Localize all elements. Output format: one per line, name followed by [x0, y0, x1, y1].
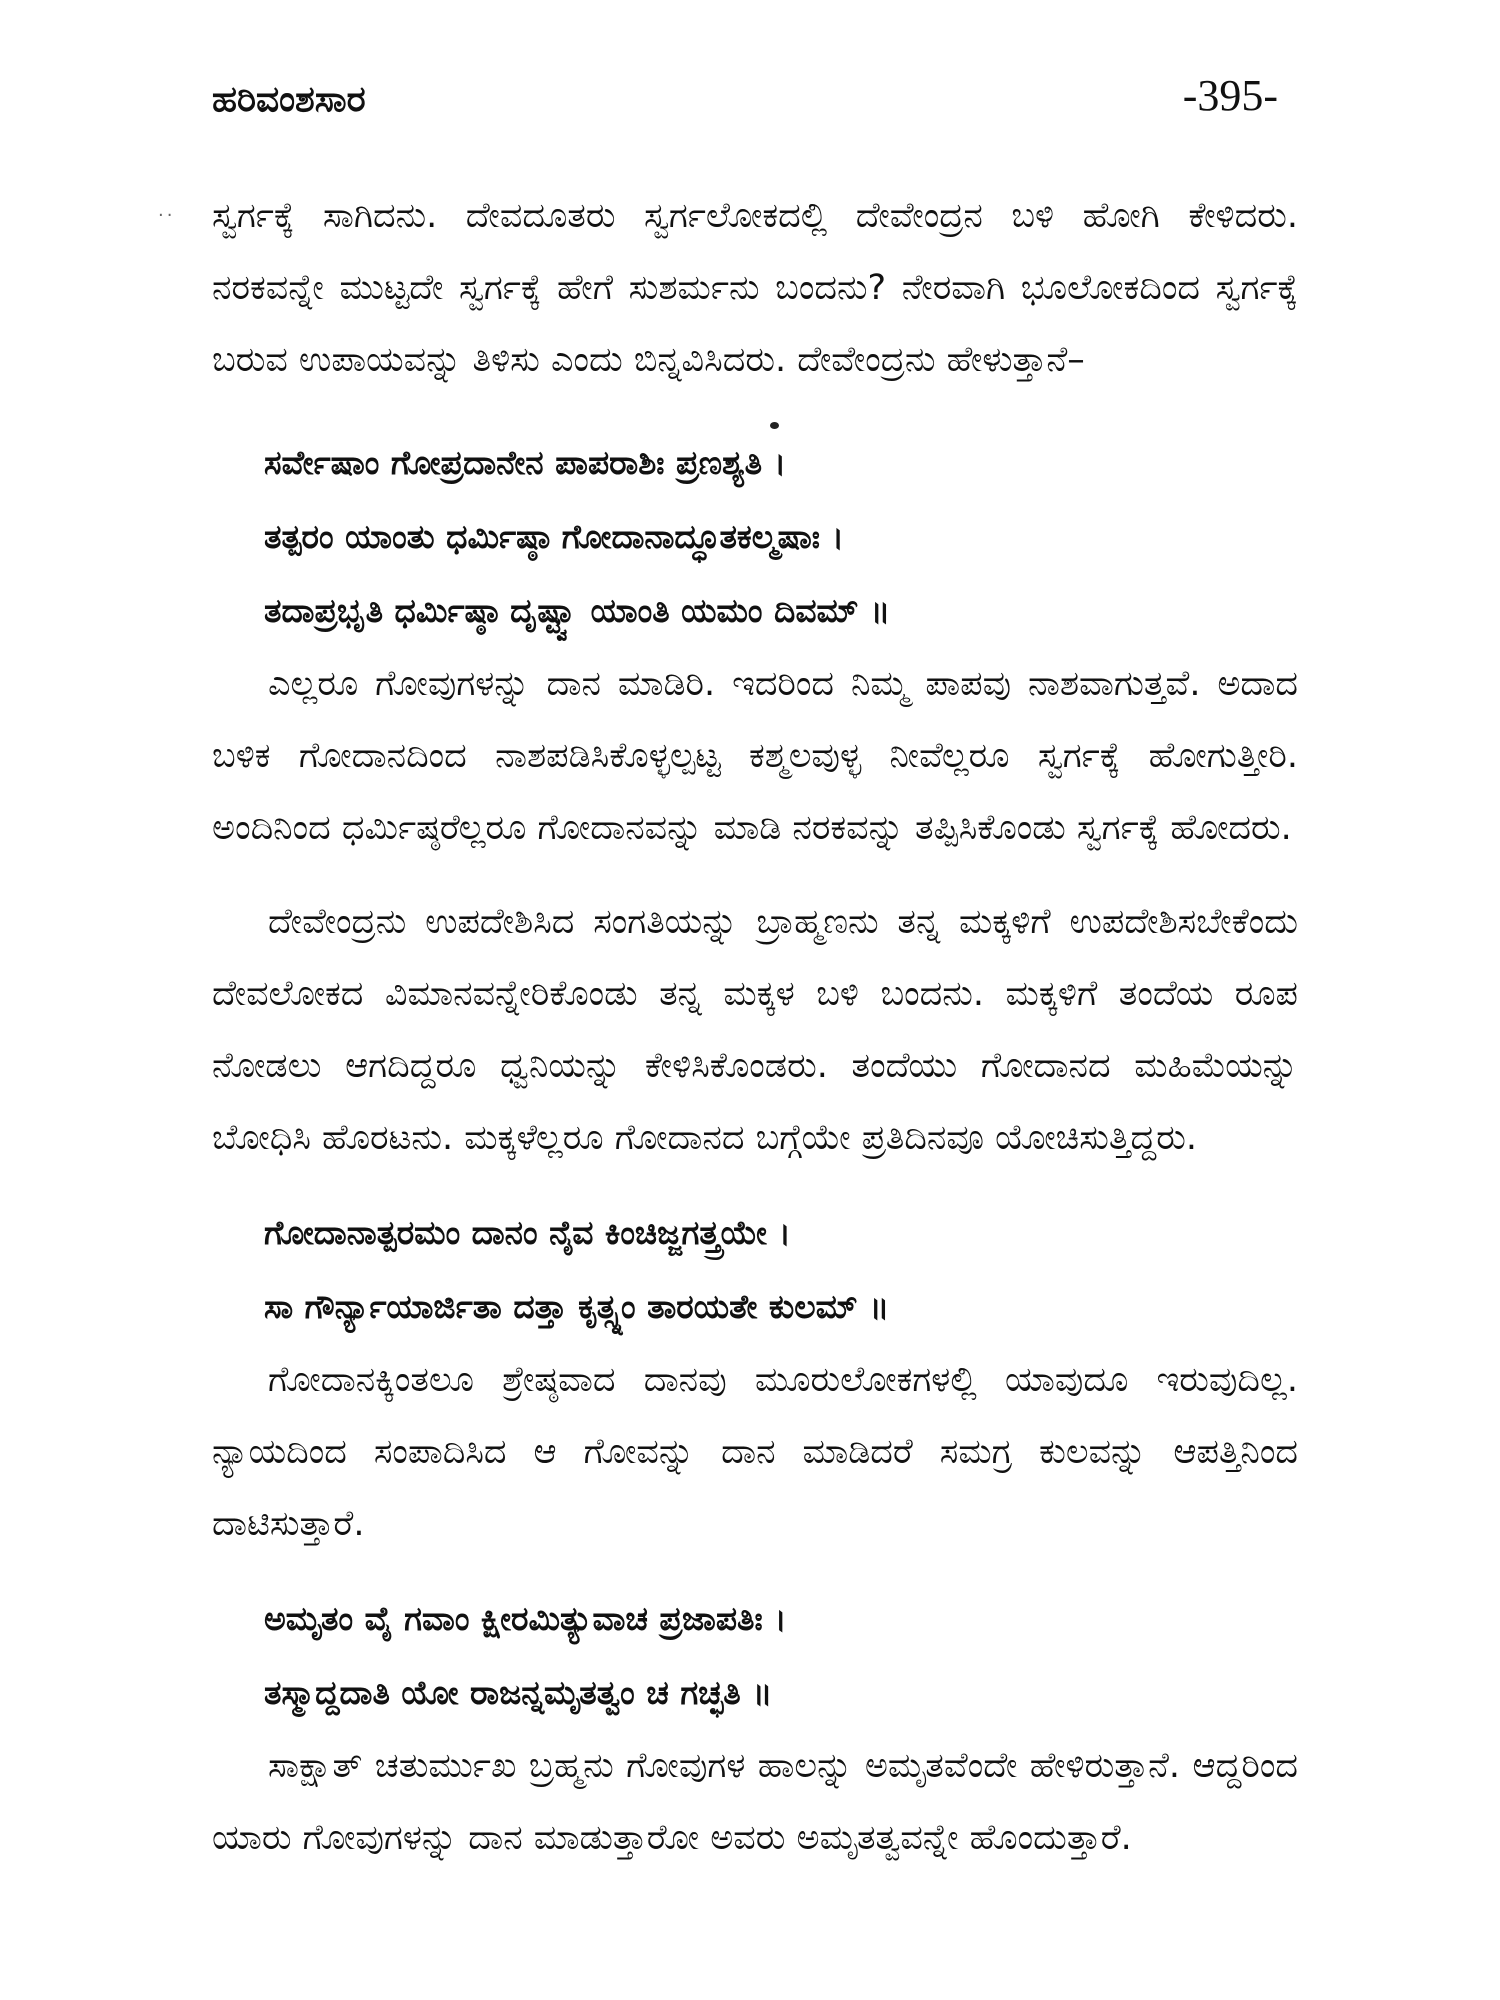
verse-block-3: [264, 1582, 1298, 1730]
verse-1-line-1: ಸರ್ವೇಷಾಂ ಗೋಪ್ರದಾನೇನ ಪಾಪರಾಶಿಃ ಪ್ರಣಶ್ಯತಿ ।: [264, 443, 787, 482]
paragraph-2: ಎಲ್ಲರೂ ಗೋವುಗಳನ್ನು ದಾನ ಮಾಡಿರಿ. ಇದರಿಂದ ನಿಮ್ಮ ಪಾಪವು ನಾಶವಾಗುತ್ತವೆ. ಅದಾದ ಬಳಿಕ ಗೋದಾನದಿಂದ ನಾಶಪಡಿಸಿಕೊಳ್ಳಲ್ಪಟ್ಟ ಕಶ್ಮಲವುಳ್ಳ ನೀವೆಲ್ಲರೂ ಸ್ವರ್ಗಕ್ಕೆ ಹೋಗುತ್ತೀರಿ. ಅಂದಿನಿಂದ ಧರ್ಮಿಷ್ಠರೆಲ್ಲರೂ ಗೋದಾನವನ್ನು ಮಾಡಿ ನರಕವನ್ನು ತಪ್ಪಿಸಿಕೊಂಡು ಸ್ವರ್ಗಕ್ಕೆ ಹೋದರು.: [212, 664, 1298, 848]
verse-3-line-2: ತಸ್ಮಾದ್ದದಾತಿ ಯೋ ರಾಜನ್ನಮೃತತ್ವಂ ಚ ಗಚ್ಛತಿ ॥: [264, 1673, 773, 1712]
spacer: [212, 1174, 1298, 1196]
spacer: [212, 396, 1298, 426]
page-body: [212, 180, 1298, 1874]
paragraph-1: ಸ್ವರ್ಗಕ್ಕೆ ಸಾಗಿದನು. ದೇವದೂತರು ಸ್ವರ್ಗಲೋಕದಲ್ಲಿ ದೇವೇಂದ್ರನ ಬಳಿ ಹೋಗಿ ಕೇಳಿದರು. ನರಕವನ್ನೇ ಮುಟ್ಟದೇ ಸ್ವರ್ಗಕ್ಕೆ ಹೇಗೆ ಸುಶರ್ಮನು ಬಂದನು? ನೇರವಾಗಿ ಭೂಲೋಕದಿಂದ ಸ್ವರ್ಗಕ್ಕೆ ಬರುವ ಉಪಾಯವನ್ನು ತಿಳಿಸು ಎಂದು ಬಿನ್ನವಿಸಿದರು. ದೇವೇಂದ್ರನು ಹೇಳುತ್ತಾನೆ–: [212, 196, 1298, 380]
verse-2-line-2: ಸಾ ಗೌರ್ನ್ಯಾಯಾರ್ಜಿತಾ ದತ್ತಾ ಕೃತ್ಸ್ನಂ ತಾರಯತೇ ಕುಲಮ್ ॥: [264, 1287, 890, 1326]
verse-2-line-1: ಗೋದಾನಾತ್ಪರಮಂ ದಾನಂ ನೈವ ಕಿಂಚಿಜ್ಜಗತ್ತ್ರಯೇ ।: [264, 1213, 791, 1252]
spacer: [212, 1560, 1298, 1582]
spacer: [212, 864, 1298, 886]
page-number: -395-: [1182, 71, 1278, 120]
ink-speck: [770, 422, 779, 429]
stray-marks: ··: [158, 205, 176, 226]
verse-block-2: [264, 1196, 1298, 1344]
paragraph-4: ಗೋದಾನಕ್ಕಿಂತಲೂ ಶ್ರೇಷ್ಠವಾದ ದಾನವು ಮೂರುಲೋಕಗಳಲ್ಲಿ ಯಾವುದೂ ಇರುವುದಿಲ್ಲ. ನ್ಯಾಯದಿಂದ ಸಂಪಾದಿಸಿದ ಆ ಗೋವನ್ನು ದಾನ ಮಾಡಿದರೆ ಸಮಗ್ರ ಕುಲವನ್ನು ಆಪತ್ತಿನಿಂದ ದಾಟಿಸುತ್ತಾರೆ.: [212, 1360, 1298, 1544]
verse-1-line-2: ತತ್ಪರಂ ಯಾಂತು ಧರ್ಮಿಷ್ಠಾ ಗೋದಾನಾದ್ಧೂತಕಲ್ಮಷಾಃ ।: [264, 517, 844, 556]
paragraph-5: ಸಾಕ್ಷಾತ್ ಚತುರ್ಮುಖ ಬ್ರಹ್ಮನು ಗೋವುಗಳ ಹಾಲನ್ನು ಅಮೃತವೆಂದೇ ಹೇಳಿರುತ್ತಾನೆ. ಆದ್ದರಿಂದ ಯಾರು ಗೋವುಗಳನ್ನು ದಾನ ಮಾಡುತ್ತಾರೋ ಅವರು ಅಮೃತತ್ವವನ್ನೇ ಹೊಂದುತ್ತಾರೆ.: [212, 1746, 1298, 1858]
verse-3-line-1: ಅಮೃತಂ ವೈ ಗವಾಂ ಕ್ಷೀರಮಿತ್ಯುವಾಚ ಪ್ರಜಾಪತಿಃ ।: [264, 1599, 787, 1638]
paragraph-3: ದೇವೇಂದ್ರನು ಉಪದೇಶಿಸಿದ ಸಂಗತಿಯನ್ನು ಬ್ರಾಹ್ಮಣನು ತನ್ನ ಮಕ್ಕಳಿಗೆ ಉಪದೇಶಿಸಬೇಕೆಂದು ದೇವಲೋಕದ ವಿಮಾನವನ್ನೇರಿಕೊಂಡು ತನ್ನ ಮಕ್ಕಳ ಬಳಿ ಬಂದನು. ಮಕ್ಕಳಿಗೆ ತಂದೆಯ ರೂಪ ನೋಡಲು ಆಗದಿದ್ದರೂ ಧ್ವನಿಯನ್ನು ಕೇಳಿಸಿಕೊಂಡರು. ತಂದೆಯು ಗೋದಾನದ ಮಹಿಮೆಯನ್ನು ಬೋಧಿಸಿ ಹೊರಟನು. ಮಕ್ಕಳೆಲ್ಲರೂ ಗೋದಾನದ ಬಗ್ಗೆಯೇ ಪ್ರತಿದಿನವೂ ಯೋಚಿಸುತ್ತಿದ್ದರು.: [212, 902, 1298, 1158]
running-title: ಹರಿವಂಶಸಾರ: [212, 79, 366, 120]
verse-block-1: [264, 426, 1298, 648]
verse-1-line-3: ತದಾಪ್ರಭೃತಿ ಧರ್ಮಿಷ್ಠಾ ದೃಷ್ಟ್ವಾ ಯಾಂತಿ ಯಮಂ ದಿವಮ್ ॥: [264, 591, 891, 630]
